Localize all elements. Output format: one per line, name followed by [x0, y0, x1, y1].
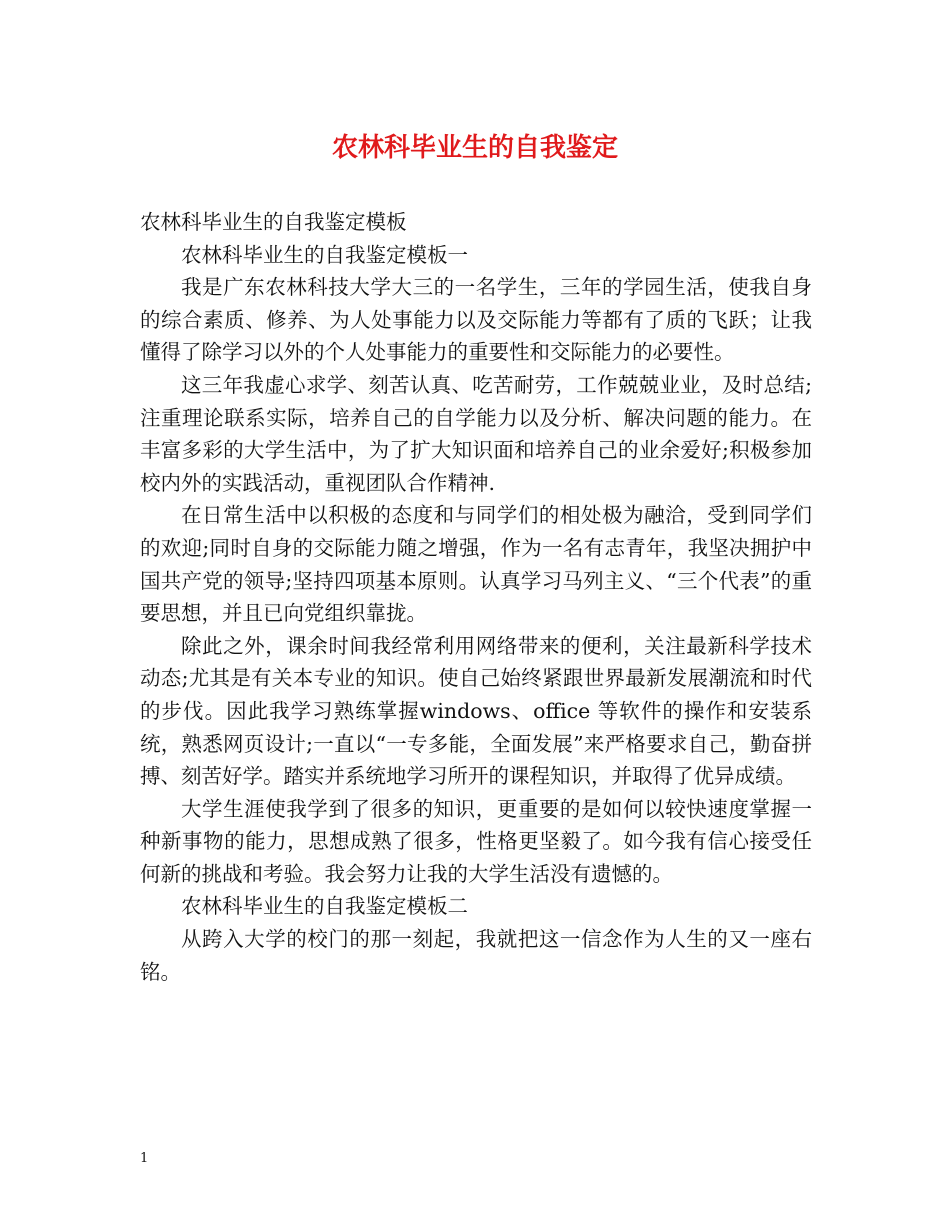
document-title: 农林科毕业生的自我鉴定 [331, 133, 618, 163]
subsection-heading: 农林科毕业生的自我鉴定模板二 [181, 894, 468, 919]
document-body [140, 206, 812, 988]
body-paragraph: 我是广东农林科技大学大三的一名学生，三年的学园生活，使我自身的综合素质、修养、为人处事能力以及交际能力等都有了质的飞跃；让我懂得了除学习以外的个人处事能力的重要性和交际能力的必要性。 [140, 275, 812, 365]
body-paragraph: 这三年我虚心求学、刻苦认真、吃苦耐劳，工作兢兢业业，及时总结;注重理论联系实际，培养自己的自学能力以及分析、解决问题的能力。在丰富多彩的大学生活中，为了扩大知识面和培养自己的业余爱好;积极参加校内外的实践活动，重视团队合作精神. [140, 372, 812, 495]
body-paragraph: 在日常生活中以积极的态度和与同学们的相处极为融洽，受到同学们的欢迎;同时自身的交际能力随之增强，作为一名有志青年，我坚决拥护中国共产党的领导;坚持四项基本原则。认真学习马列主义、“三个代表”的重要思想，并且已向党组织靠拢。 [140, 503, 812, 626]
body-paragraph: 除此之外，课余时间我经常利用网络带来的便利，关注最新科学技术动态;尤其是有关本专业的知识。使自己始终紧跟世界最新发展潮流和时代的步伐。因此我学习熟练掌握windows、office 等软件的操作和安装系统，熟悉网页设计;一直以“一专多能，全面发展”来严格要求自己，勤奋拼搏、刻苦好学。踏实并系统地学习所开的课程知识，并取得了优异成绩。 [140, 633, 812, 789]
section-heading: 农林科毕业生的自我鉴定模板 [140, 210, 407, 234]
body-paragraph: 大学生涯使我学到了很多的知识，更重要的是如何以较快速度掌握一种新事物的能力，思想成熟了很多，性格更坚毅了。如今我有信心接受任何新的挑战和考验。我会努力让我的大学生活没有遗憾的。 [140, 796, 812, 886]
body-paragraph: 从跨入大学的校门的那一刻起，我就把这一信念作为人生的又一座右铭。 [140, 927, 812, 984]
subsection-heading: 农林科毕业生的自我鉴定模板一 [181, 242, 468, 267]
page-number: 1 [140, 1151, 149, 1166]
